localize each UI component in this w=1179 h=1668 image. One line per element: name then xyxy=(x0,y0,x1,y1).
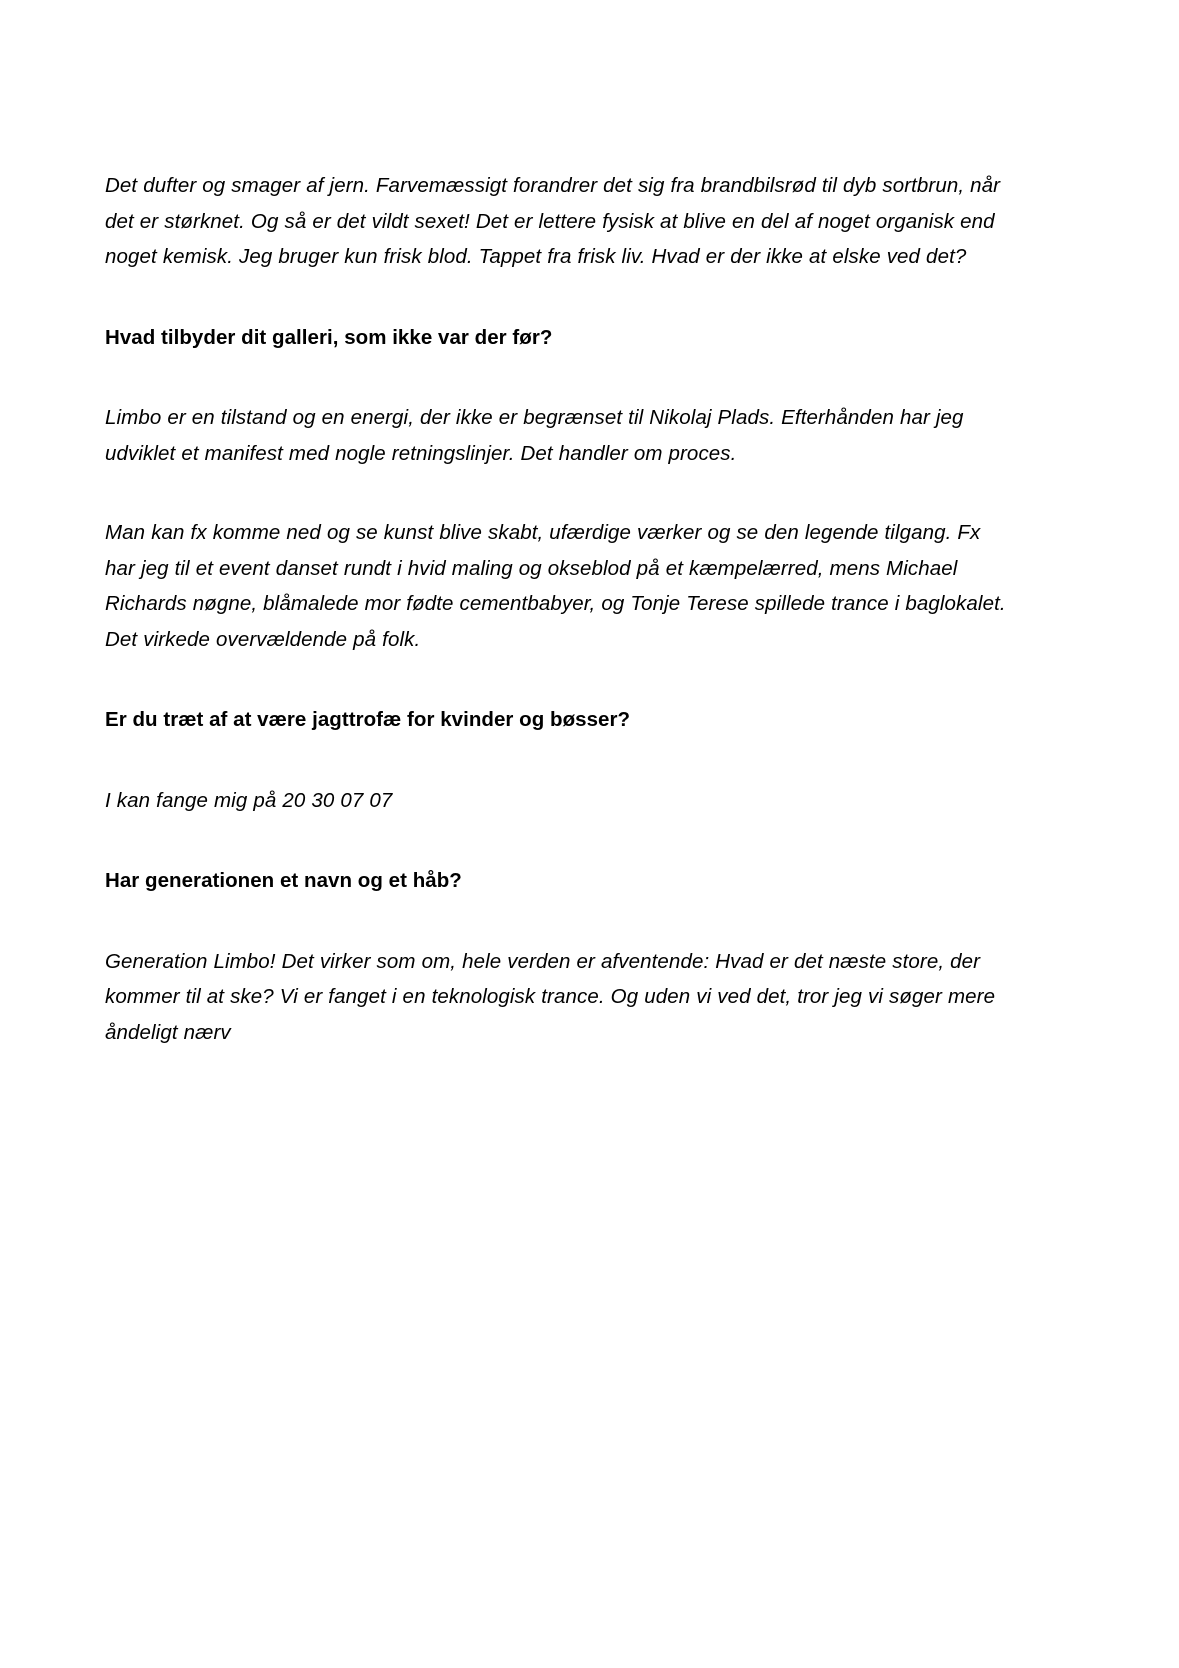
spacing-before-question-1 xyxy=(105,275,1015,320)
question-heading-jagttrofae: Er du træt af at være jagttrofæ for kvinder og bøsser? xyxy=(105,708,631,731)
answer-paragraph-event: Man kan fx komme ned og se kunst blive skabt, ufærdige værker og se den legende tilgang. Fx har jeg til et event danset rundt i hvid maling og okseblod på et kæmpelærred, mens Michael Richards nøgne, blåmalede mor fødte cementbabyer, og Tonje Terese spillede trance i baglokalet. Det virkede overvældende på folk. xyxy=(105,521,1006,651)
spacing-after-question-1 xyxy=(105,355,1015,400)
answer-paragraph-intro: Det dufter og smager af jern. Farvemæssigt forandrer det sig fra brandbilsrød til dyb sortbrun, når det er størknet. Og så er det vildt sexet! Det er lettere fysisk at blive en del af noget organisk end noget kemisk. Jeg bruger kun frisk blod. Tappet fra frisk liv. Hvad er der ikke at elske ved det? xyxy=(105,174,1001,268)
answer-paragraph-generation-limbo: Generation Limbo! Det virker som om, hele verden er afventende: Hvad er det næste store, der kommer til at ske? Vi er fanget i en teknologisk trance. Og uden vi ved det, tror jeg vi søger mere åndeligt nærv xyxy=(105,949,996,1044)
spacing-after-question-3 xyxy=(105,899,1015,944)
spacing-between-answers-1 xyxy=(105,471,1015,515)
spacing-after-question-2 xyxy=(105,738,1015,783)
answer-paragraph-phone: I kan fange mig på 20 30 07 07 xyxy=(105,788,393,812)
document-body xyxy=(105,168,1015,1050)
question-heading-generation: Har generationen et navn og et håb? xyxy=(105,869,462,892)
spacing-before-question-2 xyxy=(105,657,1015,702)
spacing-before-question-3 xyxy=(105,818,1015,863)
question-heading-gallery: Hvad tilbyder dit galleri, som ikke var der før? xyxy=(105,325,553,349)
answer-paragraph-limbo-manifest: Limbo er en tilstand og en energi, der ikke er begrænset til Nikolaj Plads. Efterhånden har jeg udviklet et manifest med nogle retningslinjer. Det handler om proces. xyxy=(105,406,964,465)
